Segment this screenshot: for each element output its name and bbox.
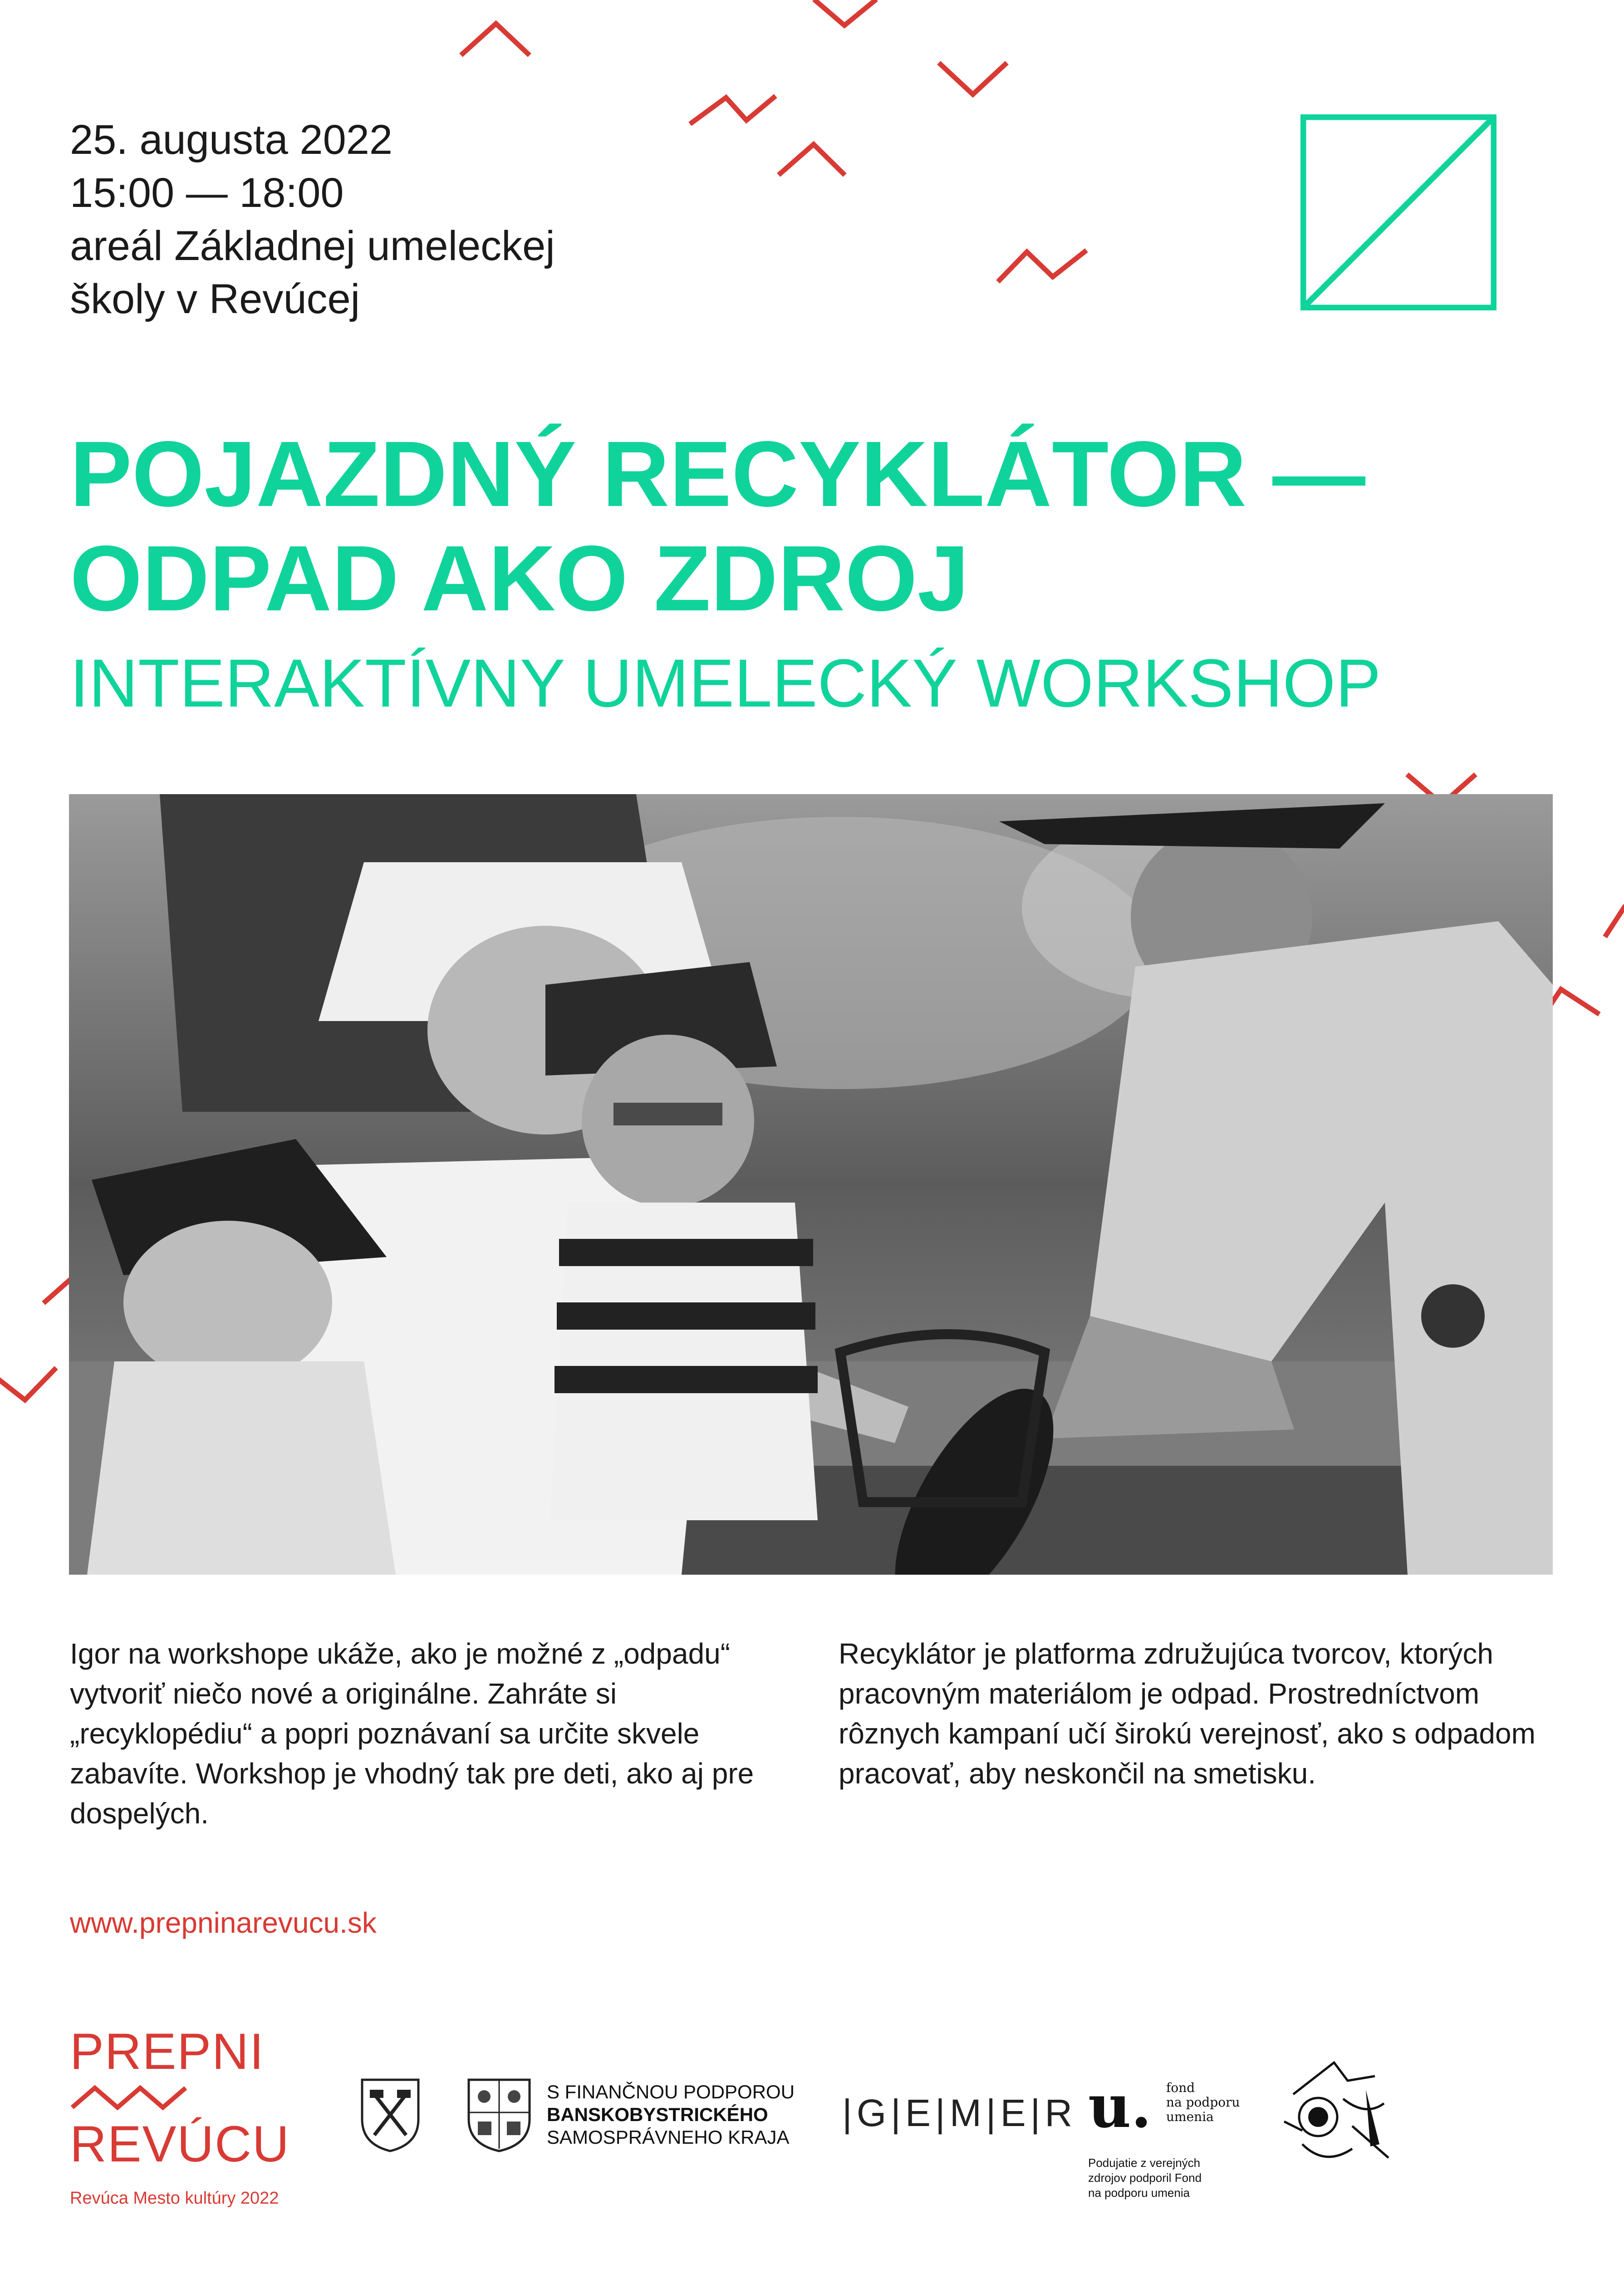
fond-note-line2: zdrojov podporil Fond: [1088, 2171, 1202, 2185]
chevron-icon: [780, 144, 843, 173]
fond-note: [1088, 2156, 1202, 2200]
bbsk-line1: S FINANČNOU PODPOROU: [547, 2081, 795, 2102]
fond-line3: umenia: [1166, 2109, 1214, 2124]
bbsk-text: [547, 2081, 795, 2149]
brand-wave-icon: [70, 2082, 188, 2114]
brand-logo: [70, 2023, 290, 2172]
chevron-icon: [463, 24, 528, 54]
website-link[interactable]: www.prepninarevucu.sk: [70, 1906, 377, 1939]
title-line2: ODPAD AKO ZDROJ: [70, 526, 969, 630]
shield-crest-icon: [465, 2076, 533, 2153]
event-date: 25. augusta 2022: [70, 117, 393, 163]
shield-crest-icon: [358, 2076, 422, 2153]
chevron-icon: [1000, 252, 1084, 280]
event-subtitle: INTERAKTÍVNY UMELECKÝ WORKSHOP: [70, 645, 1381, 721]
event-title: [70, 422, 1365, 631]
title-line1: POJAZDNÝ RECYKLÁTOR —: [70, 422, 1366, 526]
bbsk-line2: BANSKOBYSTRICKÉHO: [547, 2104, 768, 2125]
brand-tagline: Revúca Mesto kultúry 2022: [70, 2189, 279, 2208]
chevron-icon: [816, 1, 874, 25]
gemer-logo: |G|E|M|E|R: [842, 2092, 1077, 2134]
fond-line2: na podporu: [1166, 2095, 1240, 2110]
chevron-icon: [1606, 908, 1624, 935]
event-time: 15:00 — 18:00: [70, 170, 344, 216]
fond-note-line3: na podporu umenia: [1088, 2186, 1190, 2200]
fond-line1: fond: [1166, 2080, 1195, 2095]
chevron-icon: [941, 64, 1005, 94]
event-place-line1: areál Základnej umeleckej: [70, 223, 555, 269]
description-right: Recyklátor je platforma združujúca tvorcov, ktorých pracovným materiálom je odpad. Prostredníctvom rôznych kampaní učí širokú verejnosť, ako s odpadom pracovať, aby neskončil na smetisku.: [839, 1637, 1536, 1790]
brand-line1: PREPNI: [70, 2023, 265, 2080]
bbsk-line3: SAMOSPRÁVNEHO KRAJA: [547, 2127, 790, 2148]
drawing-icon: [1275, 2053, 1398, 2176]
workshop-photo: [69, 794, 1553, 1575]
fond-logo-letter: u.: [1088, 2072, 1152, 2141]
chevron-icon: [0, 1370, 54, 1400]
event-info: [70, 113, 555, 326]
description-left: Igor na workshope ukáže, ako je možné z „odpadu“ vytvoriť niečo nové a originálne. Zahráte si „recyklopédiu“ a popri poznávaní sa určite skvele zabavíte. Workshop je vhodný tak pre deti, ako aj pre dospelých.: [70, 1637, 754, 1830]
square-diagonal-icon: [1300, 114, 1496, 310]
brand-line2: REVÚCU: [70, 2116, 290, 2172]
fond-note-line1: Podujatie z verejných: [1088, 2156, 1201, 2170]
event-place-line2: školy v Revúcej: [70, 276, 360, 322]
fond-logo-text: [1166, 2081, 1240, 2124]
chevron-icon: [692, 98, 774, 123]
